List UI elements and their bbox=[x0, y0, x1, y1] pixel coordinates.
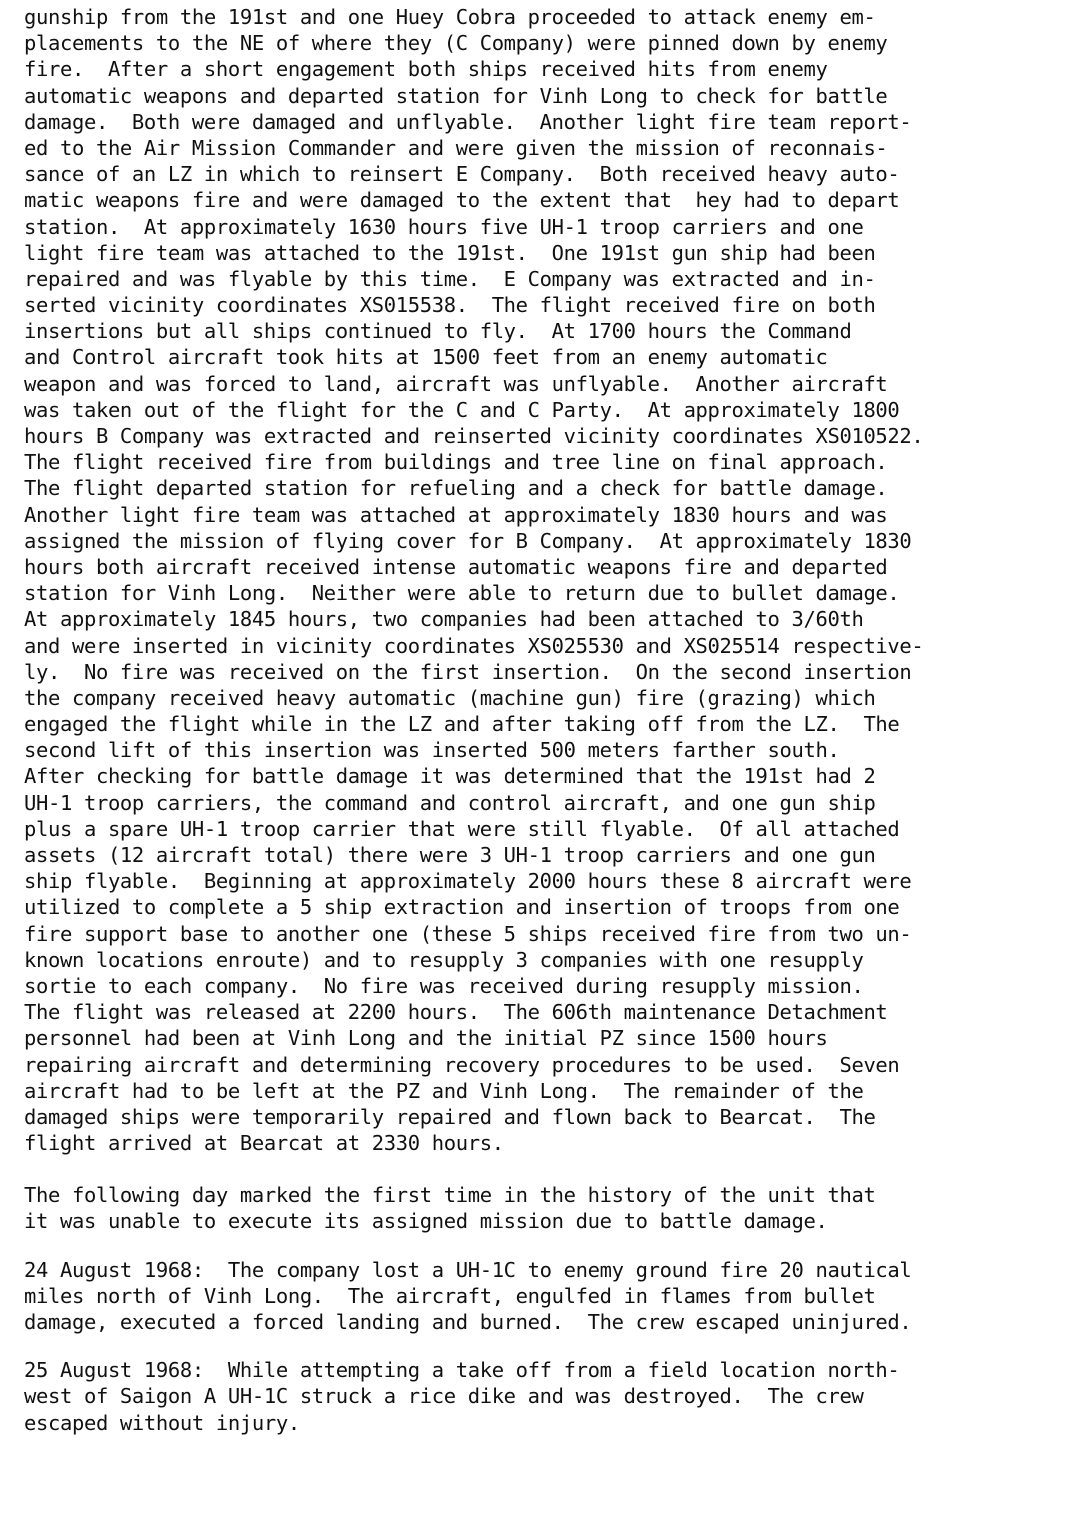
paragraph-25-august-1968 bbox=[24, 1357, 1054, 1436]
text-line: station. At approximately 1630 hours five UH-1 troop carriers and one bbox=[24, 214, 864, 239]
text-line: matic weapons fire and were damaged to the extent that hey had to depart bbox=[24, 188, 900, 213]
text-line: 24 August 1968: The company lost a UH-1C to enemy ground fire 20 nautical bbox=[24, 1257, 912, 1282]
text-line: sance of an LZ in which to reinsert E Company. Both received heavy auto- bbox=[24, 162, 900, 187]
text-line: sortie to each company. No fire was received during resupply mission. bbox=[24, 973, 864, 998]
text-line: personnel had been at Vinh Long and the initial PZ since 1500 hours bbox=[24, 1026, 828, 1051]
text-line: flight arrived at Bearcat at 2330 hours. bbox=[24, 1131, 504, 1156]
text-line: damage. Both were damaged and unflyable. Another light fire team report- bbox=[24, 109, 912, 134]
text-line: damaged ships were temporarily repaired and flown back to Bearcat. The bbox=[24, 1104, 876, 1129]
text-line: station for Vinh Long. Neither were able to return due to bullet damage. bbox=[24, 581, 900, 606]
text-line: assets (12 aircraft total) there were 3 UH-1 troop carriers and one gun bbox=[24, 843, 876, 867]
text-line: ed to the Air Mission Commander and were given the mission of reconnais- bbox=[24, 135, 888, 160]
text-line: escaped without injury. bbox=[24, 1410, 300, 1435]
paragraph-unable-to-execute bbox=[24, 1182, 1054, 1234]
text-line: and Control aircraft took hits at 1500 feet from an enemy automatic bbox=[24, 345, 828, 370]
text-line: placements to the NE of where they (C Company) were pinned down by enemy bbox=[24, 31, 888, 56]
text-line: repaired and was flyable by this time. E Company was extracted and in- bbox=[24, 266, 876, 291]
text-line: utilized to complete a 5 ship extraction and insertion of troops from one bbox=[24, 895, 900, 920]
text-line: After checking for battle damage it was determined that the 191st had 2 bbox=[24, 764, 876, 789]
text-line: The flight was released at 2200 hours. The 606th maintenance Detachment bbox=[24, 1000, 888, 1025]
text-line: was taken out of the flight for the C and C Party. At approximately 1800 bbox=[24, 397, 900, 422]
text-line: repairing aircraft and determining recovery procedures to be used. Seven bbox=[24, 1052, 900, 1077]
text-line: The flight received fire from buildings and tree line on final approach. bbox=[24, 450, 888, 475]
paragraph-24-august-1968 bbox=[24, 1257, 1054, 1336]
text-line: damage, executed a forced landing and burned. The crew escaped uninjured. bbox=[24, 1310, 912, 1334]
text-line: The following day marked the first time in the history of the unit that bbox=[24, 1183, 876, 1208]
text-line: fire. After a short engagement both ships received hits from enemy bbox=[24, 57, 828, 82]
text-line: plus a spare UH-1 troop carrier that were still flyable. Of all attached bbox=[24, 816, 900, 841]
text-line: hours both aircraft received intense automatic weapons fire and departed bbox=[24, 554, 888, 579]
text-line: ly. No fire was received on the first insertion. On the second insertion bbox=[24, 659, 912, 684]
text-line: assigned the mission of flying cover for B Company. At approximately 1830 bbox=[24, 528, 912, 553]
text-line: hours B Company was extracted and reinserted vicinity coordinates XS010522. bbox=[24, 424, 924, 448]
document-page bbox=[24, 4, 1054, 1436]
text-line: At approximately 1845 hours, two companies had been attached to 3/60th bbox=[24, 607, 864, 632]
text-line: west of Saigon A UH-1C struck a rice dike and was destroyed. The crew bbox=[24, 1384, 864, 1409]
text-line: miles north of Vinh Long. The aircraft, engulfed in flames from bullet bbox=[24, 1283, 876, 1308]
text-line: light fire team was attached to the 191st. One 191st gun ship had been bbox=[24, 240, 876, 265]
text-line: and were inserted in vicinity coordinates XS025530 and XS025514 respective- bbox=[24, 633, 924, 658]
text-line: the company received heavy automatic (machine gun) fire (grazing) which bbox=[24, 685, 876, 710]
text-line: insertions but all ships continued to fly. At 1700 hours the Command bbox=[24, 319, 852, 344]
text-line: The flight departed station for refueling and a check for battle damage. bbox=[24, 476, 888, 501]
text-line: weapon and was forced to land, aircraft was unflyable. Another aircraft bbox=[24, 371, 888, 396]
text-line: Another light fire team was attached at approximately 1830 hours and was bbox=[24, 502, 888, 527]
text-line: second lift of this insertion was inserted 500 meters farther south. bbox=[24, 738, 840, 763]
text-line: serted vicinity coordinates XS015538. The flight received fire on both bbox=[24, 293, 876, 318]
text-line: UH-1 troop carriers, the command and control aircraft, and one gun ship bbox=[24, 790, 876, 815]
text-line: fire support base to another one (these 5 ships received fire from two un- bbox=[24, 921, 912, 946]
text-line: known locations enroute) and to resupply 3 companies with one resupply bbox=[24, 947, 864, 972]
paragraph-battle-narrative bbox=[24, 4, 1054, 1156]
text-line: gunship from the 191st and one Huey Cobra proceeded to attack enemy em- bbox=[24, 5, 876, 29]
text-line: aircraft had to be left at the PZ and Vinh Long. The remainder of the bbox=[24, 1078, 864, 1103]
text-line: automatic weapons and departed station for Vinh Long to check for battle bbox=[24, 83, 888, 108]
text-line: it was unable to execute its assigned mission due to battle damage. bbox=[24, 1209, 828, 1234]
text-line: 25 August 1968: While attempting a take off from a field location north- bbox=[24, 1358, 900, 1383]
text-line: ship flyable. Beginning at approximately 2000 hours these 8 aircraft were bbox=[24, 869, 912, 894]
text-line: engaged the flight while in the LZ and after taking off from the LZ. The bbox=[24, 712, 900, 737]
